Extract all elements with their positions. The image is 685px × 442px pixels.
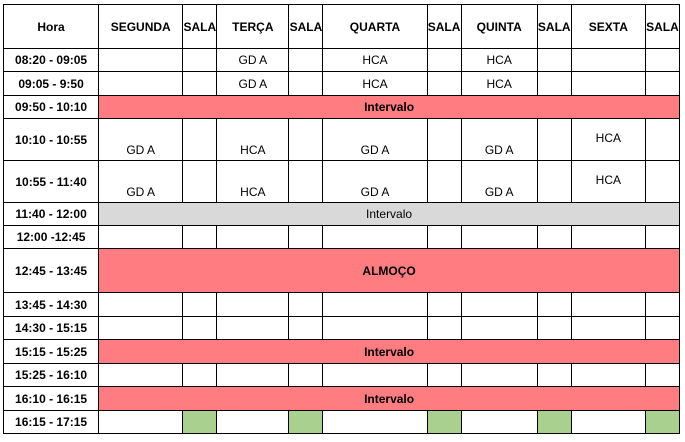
- cell-sala: [537, 161, 571, 203]
- cell-sexta: [571, 411, 645, 434]
- header-sala: SALA: [427, 5, 461, 49]
- header-hora: Hora: [4, 5, 99, 49]
- cell-quinta: [461, 364, 537, 387]
- header-sexta: SEXTA: [571, 5, 645, 49]
- table-row: [4, 119, 680, 161]
- table-row: [4, 226, 680, 249]
- cell-sala: [289, 49, 323, 72]
- time-cell: 11:40 - 12:00: [4, 203, 99, 226]
- cell-sala: [183, 49, 217, 72]
- cell-quarta: HCA: [323, 49, 427, 72]
- cell-sala-green: [645, 411, 679, 434]
- cell-segunda: [99, 226, 183, 249]
- header-sala: SALA: [183, 5, 217, 49]
- cell-terca: GD A: [217, 49, 289, 72]
- break-banner: Intervalo: [99, 96, 680, 119]
- cell-sala: [645, 293, 679, 317]
- cell-sexta: [571, 364, 645, 387]
- cell-sala: [537, 293, 571, 317]
- cell-segunda: [99, 411, 183, 434]
- cell-sexta: HCA: [571, 119, 645, 161]
- cell-quinta: [461, 317, 537, 340]
- cell-sala: [645, 72, 679, 96]
- cell-terca: [217, 317, 289, 340]
- cell-sala: [183, 72, 217, 96]
- cell-terca: [217, 411, 289, 434]
- cell-segunda: [99, 72, 183, 96]
- time-cell: 09:50 - 10:10: [4, 96, 99, 119]
- cell-sexta: [571, 226, 645, 249]
- table-row: [4, 317, 680, 340]
- cell-sala: [427, 49, 461, 72]
- cell-sexta: [571, 317, 645, 340]
- cell-sala: [645, 49, 679, 72]
- cell-sala-green: [537, 411, 571, 434]
- cell-sala-green: [289, 411, 323, 434]
- cell-quinta: [461, 411, 537, 434]
- cell-sexta: [571, 49, 645, 72]
- header-quinta: QUINTA: [461, 5, 537, 49]
- header-sala: SALA: [537, 5, 571, 49]
- header-quarta: QUARTA: [323, 5, 427, 49]
- cell-sala: [427, 72, 461, 96]
- cell-sala: [289, 317, 323, 340]
- time-cell: 14:30 - 15:15: [4, 317, 99, 340]
- break-banner: Intervalo: [99, 203, 680, 226]
- cell-quinta: HCA: [461, 49, 537, 72]
- cell-sala: [645, 226, 679, 249]
- cell-segunda: [99, 317, 183, 340]
- time-cell: 13:45 - 14:30: [4, 293, 99, 317]
- header-sala: SALA: [289, 5, 323, 49]
- time-cell: 09:05 - 9:50: [4, 72, 99, 96]
- break-banner: Intervalo: [99, 387, 680, 411]
- cell-terca: [217, 364, 289, 387]
- time-cell: 16:10 - 16:15: [4, 387, 99, 411]
- cell-segunda: [99, 364, 183, 387]
- cell-sala: [183, 293, 217, 317]
- cell-sexta: [571, 72, 645, 96]
- time-cell: 15:15 - 15:25: [4, 340, 99, 364]
- break-banner: Intervalo: [99, 340, 680, 364]
- cell-sala: [537, 119, 571, 161]
- cell-sala: [645, 161, 679, 203]
- cell-terca: HCA: [217, 119, 289, 161]
- table-row: [4, 49, 680, 72]
- timetable: [3, 4, 680, 434]
- cell-sala: [427, 119, 461, 161]
- table-row: [4, 72, 680, 96]
- time-cell: 08:20 - 09:05: [4, 49, 99, 72]
- table-row: [4, 293, 680, 317]
- cell-terca: [217, 293, 289, 317]
- time-cell: 10:55 - 11:40: [4, 161, 99, 203]
- time-cell: 16:15 - 17:15: [4, 411, 99, 434]
- cell-sala: [537, 364, 571, 387]
- cell-quarta: GD A: [323, 119, 427, 161]
- cell-segunda: GD A: [99, 161, 183, 203]
- lunch-banner: ALMOÇO: [99, 249, 680, 293]
- cell-quinta: HCA: [461, 72, 537, 96]
- header-row: [4, 5, 680, 49]
- cell-quarta: [323, 226, 427, 249]
- cell-quinta: [461, 226, 537, 249]
- cell-sala-green: [427, 411, 461, 434]
- cell-quarta: GD A: [323, 161, 427, 203]
- cell-terca: GD A: [217, 72, 289, 96]
- cell-sala: [427, 293, 461, 317]
- cell-quarta: [323, 411, 427, 434]
- time-cell: 12:00 -12:45: [4, 226, 99, 249]
- cell-sala: [289, 161, 323, 203]
- cell-sala: [537, 72, 571, 96]
- cell-quinta: GD A: [461, 119, 537, 161]
- cell-segunda: [99, 49, 183, 72]
- table-row: [4, 387, 680, 411]
- header-sala: SALA: [645, 5, 679, 49]
- cell-sala: [183, 226, 217, 249]
- cell-sala: [183, 161, 217, 203]
- table-row: [4, 161, 680, 203]
- cell-sala: [645, 364, 679, 387]
- cell-segunda: [99, 293, 183, 317]
- cell-terca: HCA: [217, 161, 289, 203]
- cell-sala: [645, 317, 679, 340]
- cell-sala: [183, 119, 217, 161]
- table-row: [4, 96, 680, 119]
- cell-sala: [289, 72, 323, 96]
- cell-sala: [183, 364, 217, 387]
- cell-segunda: GD A: [99, 119, 183, 161]
- cell-sala: [537, 49, 571, 72]
- cell-sala: [289, 226, 323, 249]
- table-row: [4, 203, 680, 226]
- cell-sala: [289, 293, 323, 317]
- cell-quarta: [323, 317, 427, 340]
- cell-sala: [427, 161, 461, 203]
- cell-quinta: GD A: [461, 161, 537, 203]
- cell-sala: [183, 317, 217, 340]
- cell-sala: [427, 364, 461, 387]
- cell-sexta: [571, 293, 645, 317]
- cell-sala: [537, 317, 571, 340]
- header-terca: TERÇA: [217, 5, 289, 49]
- cell-sala: [289, 364, 323, 387]
- cell-sala: [427, 226, 461, 249]
- cell-quarta: [323, 364, 427, 387]
- cell-sexta: HCA: [571, 161, 645, 203]
- cell-sala: [645, 119, 679, 161]
- cell-sala: [427, 317, 461, 340]
- table-row: [4, 249, 680, 293]
- cell-terca: [217, 226, 289, 249]
- time-cell: 15:25 - 16:10: [4, 364, 99, 387]
- table-row: [4, 411, 680, 434]
- cell-sala-green: [183, 411, 217, 434]
- time-cell: 12:45 - 13:45: [4, 249, 99, 293]
- cell-quarta: [323, 293, 427, 317]
- cell-quinta: [461, 293, 537, 317]
- time-cell: 10:10 - 10:55: [4, 119, 99, 161]
- table-row: [4, 340, 680, 364]
- cell-quarta: HCA: [323, 72, 427, 96]
- cell-sala: [537, 226, 571, 249]
- table-row: [4, 364, 680, 387]
- header-segunda: SEGUNDA: [99, 5, 183, 49]
- cell-sala: [289, 119, 323, 161]
